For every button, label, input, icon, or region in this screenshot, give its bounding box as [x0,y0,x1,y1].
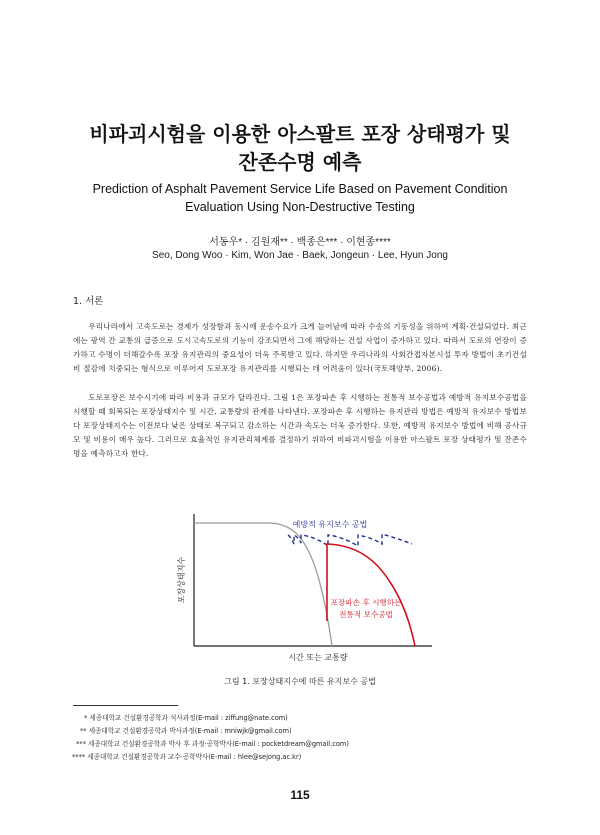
y-axis-label: 포장상태지수 [177,556,186,604]
figure-pavement-condition-chart [170,500,460,670]
deterioration-curve [194,523,332,646]
authors-korean: 서동우* · 김원재** · 백종은*** · 이현종**** [209,237,391,248]
footnote-1: * 세종대학교 건설환경공학과 석사과정(E-mail : ziffung@nate.com) [84,714,288,722]
title-korean-line2: 잔존수명 예측 [238,150,362,174]
footnote-4: **** 세종대학교 건설환경공학과 교수·공학박사(E-mail : hlee@sejong.ac.kr) [72,753,302,761]
page-number: 115 [290,788,310,802]
x-axis-label: 시간 또는 교통량 [288,653,348,662]
footnote-3: *** 세종대학교 건설환경공학과 박사 후 과정·공학박사(E-mail : pocketdream@gmail.com) [76,740,349,748]
preventive-maintenance-curve [288,534,412,546]
traditional-repair-curve [327,544,415,646]
footnote-2: ** 세종대학교 건설환경공학과 박사과정(E-mail : mniwjk@gmail.com) [80,727,292,735]
title-english-line1: Prediction of Asphalt Pavement Service Life Based on Pavement Condition [92,182,508,196]
title-korean-line1: 비파괴시험을 이용한 아스팔트 포장 상태평가 및 [89,122,511,146]
authors-english: Seo, Dong Woo · Kim, Won Jae · Baek, Jongeun · Lee, Hyun Jong [152,250,448,261]
legend-preventive: 예방적 유지보수 공법 [292,520,368,529]
legend-traditional-line1: 포장파손 후 시행하는 [330,598,402,607]
footnote-divider [73,705,178,706]
title-english-line2: Evaluation Using Non-Destructive Testing [185,200,415,214]
paragraph-1: 우리나라에서 고속도로는 경제가 성장함과 동시에 운송수요가 크게 늘어남에 따라 수송의 기동성을 위하여 계획·건설되었다. 최근에는 광역 간 교통의 급증으로 도시고속도로의 기능이 강조되면서 그에 해당하는 건설 사업이 증가하고 있다. 따라서 도로의 연장이 증가하고 수명이 더해갈수록 포장 유지관리의 중요성이 더욱 주목받고 있다. 하지만 우리나라의 사회간접자본시설 투자 방법이 초기건설비 절감에 치중되는 형식으로 이루어져 도로포장 유지관리를 시행되는 데 어려움이 있다(국토해양부, 2006). [73,322,527,374]
figure-caption: 그림 1. 포장상태지수에 따른 유지보수 공법 [224,677,376,686]
legend-traditional-line2: 전통적 보수공법 [339,610,393,619]
paragraph-2: 도로포장은 보수시기에 따라 비용과 규모가 달라진다. 그림 1은 포장파손 후 시행하는 전통적 보수공법과 예방적 유지보수공법을 시행할 때 회복되는 포장상태지수 및 시간, 교통량의 관계를 나타낸다. 포장파손 후 시행하는 유지관리 방법은 예방적 유지보수 방법보다 포장상태지수는 이전보다 낮은 상태로 복구되고 감소하는 시간과 속도는 더욱 증가한다. 또한, 예방적 유지보수 방법에 비해 공사규모 및 비용이 매우 높다. 그러므로 효율적인 유지관리체계를 결정하기 위하여 비파괴시험을 이용한 아스팔트 포장 상태평가 및 잔존수명을 예측하고자 한다. [73,393,527,459]
section-heading: 1. 서론 [73,296,104,307]
